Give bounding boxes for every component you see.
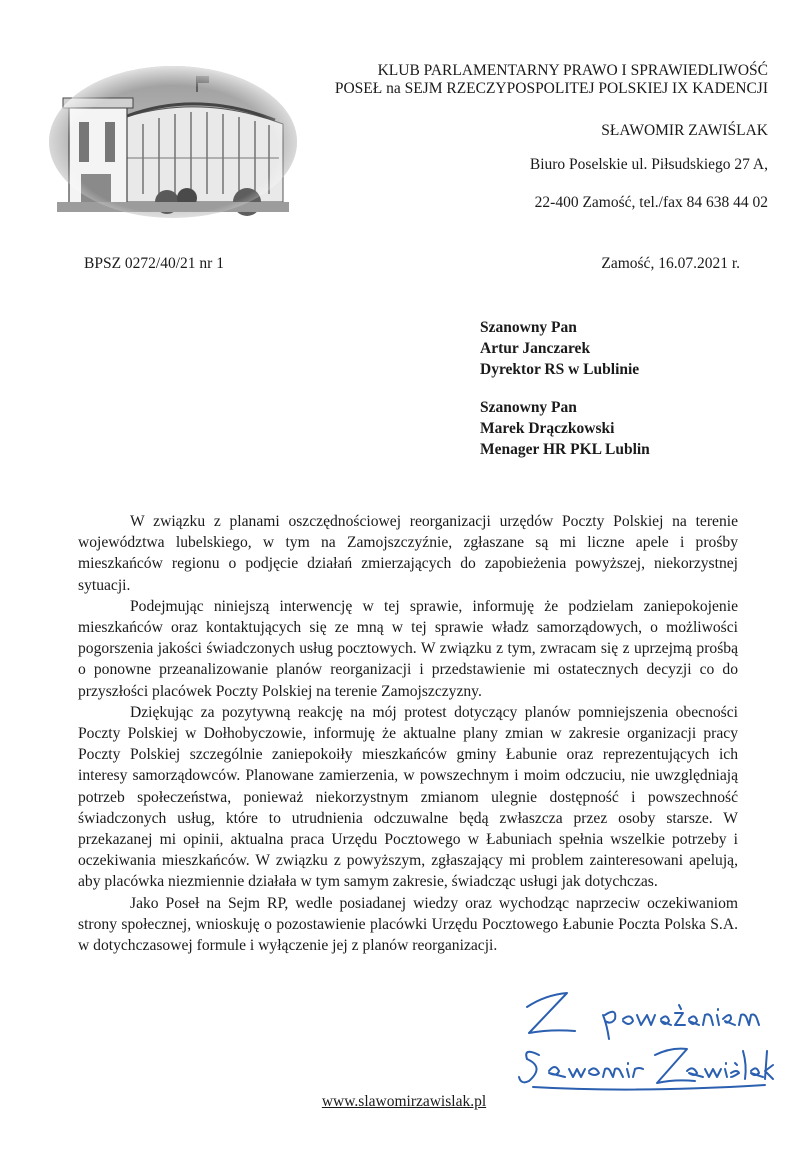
recipient-salutation: Szanowny Pan [480,399,577,416]
office-address: Biuro Poselskie ul. Piłsudskiego 27 A, [529,156,768,173]
sejm-building-logo [47,62,299,220]
recipient-salutation: Szanowny Pan [480,319,577,336]
recipient-name: Marek Drączkowski [480,420,615,437]
party-club-line: KLUB PARLAMENTARNY PRAWO I SPRAWIEDLIWOŚĆ [377,62,768,79]
reference-number: BPSZ 0272/40/21 nr 1 [84,255,224,272]
place-and-date: Zamość, 16.07.2021 r. [601,255,740,272]
reference-line [84,255,740,273]
recipients [480,317,650,460]
recipient-block [480,397,650,460]
recipient-role: Dyrektor RS w Lublinie [480,361,640,378]
mp-title-line: POSEŁ na SEJM RZECZYPOSPOLITEJ POLSKIEJ IX KADENCJI [334,80,768,97]
recipient-block [480,317,650,380]
sender-name: SŁAWOMIR ZAWIŚLAK [601,122,768,139]
body-paragraph: W związku z planami oszczędnościowej reorganizacji urzędów Poczty Polskiej na terenie województwa lubelskiego, w tym na Zamojszczyźnie, zgłaszane są mi liczne apele i prośby mieszkańców regionu o podjęcie działań zmierzających do zapobieżenia powyższej, niekorzystnej sytuacji. [78,513,738,594]
recipient-name: Artur Janczarek [480,340,591,357]
handwritten-signature [515,985,775,1100]
body-paragraph: Dziękując za pozytywną reakcję na mój protest dotyczący planów pomniejszenia obecności Poczty Polskiej w Dołhobyczowie, informuję że aktualne plany zmian w zakresie organizacji pracy Poczty Polskiej szczególnie zaniepokoiły mieszkańców gminy Łabunie oraz reprezentujących ich interesy samorządowców. Planowane zamierzenia, w powszechnym i moim odczuciu, nie uwzględniają potrzeb społeczeństwa, ponieważ niekorzystnym zmianom ulegnie dostępność i powszechność świadczonych usług, które to utrudnienia odczuwalne będą zwłaszcza przez osoby starsze. W przekazanej mi opinii, aktualna praca Urzędu Pocztowego w Łabuniach spełnia wszelkie potrzeby i oczekiwania mieszkańców. W związku z powyższym, zgłaszający mi problem zainteresowani apelują, aby placówka niezmiennie działała w tym samym zakresie, świadcząc usługi jak dotychczas. [78,703,738,891]
footer [0,1093,808,1111]
recipient-role: Menager HR PKL Lublin [480,441,650,458]
body-paragraph: Jako Poseł na Sejm RP, wedle posiadanej wiedzy oraz wychodząc naprzeciw oczekiwaniom strony społecznej, wnioskuję o pozostawienie placówki Urzędu Pocztowego Łabunie Poczta Polska S.A. w dotychczasowej formule i wyłączenie jej z planów reorganizacji. [78,894,738,955]
letterhead [335,62,768,212]
letter-body [78,511,738,956]
body-paragraph: Podejmując niniejszą interwencję w tej sprawie, informuję że podzielam zaniepokojenie mieszkańców oraz kontaktujących się ze mną w tej sprawie władz samorządowych, o możliwości pogorszenia jakości świadczonych usług pocztowych. W związku z tym, zwracam się z uprzejmą prośbą o ponowne przeanalizowanie planów reorganizacji i przedstawienie mi ostatecznych decyzji co do przyszłości placówek Poczty Polskiej na terenie Zamojszczyzny. [78,597,738,700]
website-link[interactable]: www.slawomirzawislak.pl [321,1093,487,1110]
office-city-phone: 22-400 Zamość, tel./fax 84 638 44 02 [534,194,768,211]
